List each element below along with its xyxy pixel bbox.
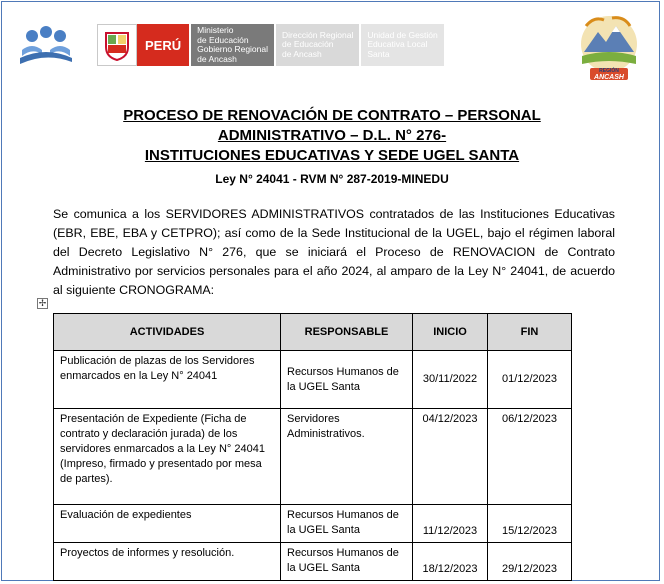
government-banner [97,24,444,66]
svg-text:REGIÓN: REGIÓN [599,68,619,74]
cell-responsable: Recursos Humanos de la UGEL Santa [281,351,413,409]
legal-reference: Ley N° 24041 - RVM N° 287-2019-MINEDU [215,172,449,186]
header-inicio: INICIO [413,314,488,351]
regional-direction-label: Dirección Regional de Educación de Ancash [276,24,359,66]
table-row [54,543,572,581]
title-line-2: ADMINISTRATIVO – D.L. N° 276- [217,127,447,144]
cell-actividad: Publicación de plazas de los Servidores enmarcados en la Ley N° 24041 [54,351,281,409]
title-line-3: INSTITUCIONES EDUCATIVAS Y SEDE UGEL SANTA [144,147,520,164]
table-move-handle-icon[interactable]: ✢ [38,298,47,308]
peru-label: PERÚ [137,24,189,66]
table-row [54,505,572,543]
cell-inicio: 18/12/2023 [413,543,488,581]
svg-text:ANCASH: ANCASH [594,74,624,81]
announcement-paragraph: Se comunica a los SERVIDORES ADMINISTRATIVOS contratados de las Instituciones Educativas (EBR, EBE, EBA y CETPRO); así como de la Sede Institucional de la UGEL, bajo el régimen laboral del Decreto Legislativo N° 276, que se iniciará el Proceso de RENOVACION de Contrato Administrativo por servicios personales para el año 2024, al amparo de la Ley N° 24041, de acuerdo al siguiente CRONOGRAMA: [53,207,615,297]
cell-actividad: Proyectos de informes y resolución. [54,543,281,581]
header-fin: FIN [488,314,572,351]
schedule-table [53,313,572,581]
cell-inicio: 11/12/2023 [413,505,488,543]
cell-responsable: Recursos Humanos de la UGEL Santa [281,505,413,543]
title-line-1: PROCESO DE RENOVACIÓN DE CONTRATO – PERSONAL [123,107,541,124]
cell-responsable: Recursos Humanos de la UGEL Santa [281,543,413,581]
table-header-row [54,314,572,351]
table-row [54,409,572,505]
cell-actividad: Evaluación de expedientes [54,505,281,543]
cell-responsable: Servidores Administrativos. [281,409,413,505]
cell-inicio: 04/12/2023 [413,409,488,505]
region-ancash-logo-icon [576,12,642,84]
cell-fin: 01/12/2023 [488,351,572,409]
table-row [54,351,572,409]
cell-fin: 29/12/2023 [488,543,572,581]
coat-of-arms-icon [97,24,137,66]
cell-fin: 15/12/2023 [488,505,572,543]
letterhead [0,0,664,100]
document-title [0,106,664,166]
cell-fin: 06/12/2023 [488,409,572,505]
cell-inicio: 30/11/2022 [413,351,488,409]
education-logo-icon [16,24,76,72]
cell-actividad: Presentación de Expediente (Ficha de contrato y declaración jurada) de los servidores enmarcados a la Ley N° 24041 (Impreso, firmado y presentado por mesa de partes). [54,409,281,505]
header-responsable: RESPONSABLE [281,314,413,351]
ministry-label: Ministerio de Educación Gobierno Regional de Ancash [191,24,274,66]
ugel-label: Unidad de Gestión Educativa Local Santa [361,24,443,66]
header-actividades: ACTIVIDADES [54,314,281,351]
